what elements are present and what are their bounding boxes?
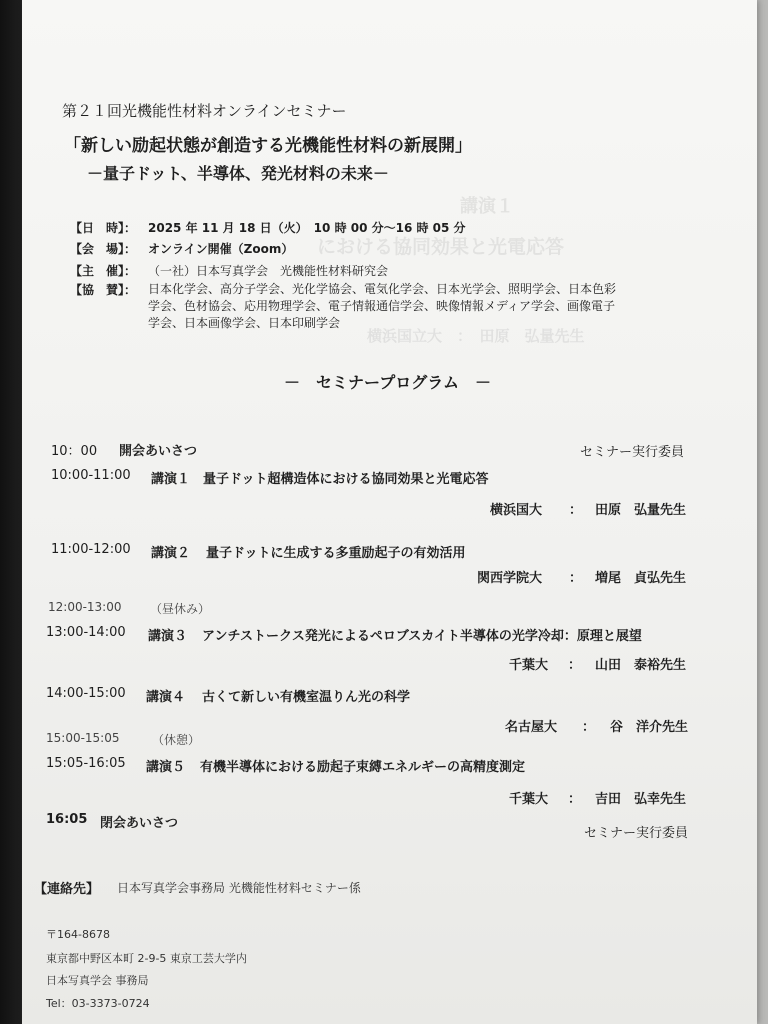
talk3-speaker: 山田 泰裕先生	[595, 658, 687, 673]
lunch-label: （昼休み）	[150, 602, 211, 616]
info-support-list	[148, 281, 708, 332]
opening-speaker: セミナー実行委員	[580, 445, 685, 460]
break-label: （休憩）	[152, 733, 201, 747]
info-date-value: 2025 年 11 月 18 日（火） 10 時 00 分～16 時 05 分	[148, 221, 466, 235]
talk1-time: 10:00-11:00	[51, 468, 131, 483]
talk1-title: 量子ドット超構造体における協同効果と光電応答	[203, 472, 489, 487]
info-host-label: 【主 催】：	[70, 264, 137, 278]
talk2-separator: ：	[569, 571, 583, 586]
info-venue-label: 【会 場】：	[70, 242, 137, 256]
support-line: 日本化学会、高分子学会、光化学協会、電気化学会、日本光学会、照明学会、日本色彩	[148, 282, 617, 296]
talk4-speaker: 谷 洋介先生	[610, 720, 689, 735]
talk4-label: 講演４	[146, 690, 186, 705]
lunch-time: 12:00-13:00	[48, 600, 122, 614]
info-host-row	[70, 262, 388, 279]
talk2-label: 講演２	[151, 546, 191, 561]
talk1-speaker: 田原 弘量先生	[595, 503, 687, 518]
info-venue-row	[70, 240, 293, 257]
seminar-subtitle: －量子ドット、半導体、発光材料の未来－	[87, 164, 389, 183]
paper-sheet	[22, 0, 757, 1024]
contact-tel: Tel：03-3373-0724	[46, 997, 150, 1010]
talk2-title: 量子ドットに生成する多重励起子の有効活用	[206, 546, 466, 561]
talk3-label: 講演３	[148, 629, 188, 644]
talk4-affiliation: 名古屋大	[505, 720, 558, 735]
opening-title: 開会あいさつ	[119, 444, 198, 459]
talk2-time: 11:00-12:00	[51, 542, 131, 557]
talk4-title: 古くて新しい有機室温りん光の科学	[202, 690, 411, 705]
talk2-affiliation: 関西学院大	[477, 571, 543, 586]
opening-time: 10：00	[51, 444, 98, 459]
talk1-affiliation: 横浜国大	[490, 503, 543, 518]
contact-address: 東京都中野区本町 2-9-5 東京工芸大学内	[46, 952, 247, 965]
show-through-text-3: 横浜国立大 ： 田原 弘量先生	[367, 327, 585, 345]
contact-label: 【連絡先】	[34, 882, 100, 897]
talk5-title: 有機半導体における励起子束縛エネルギーの高精度測定	[200, 760, 526, 775]
support-line: 学会、色材協会、応用物理学会、電子情報通信学会、映像情報メディア学会、画像電子	[148, 299, 616, 313]
contact-postal: 〒164-8678	[46, 928, 110, 941]
talk3-time: 13:00-14:00	[46, 625, 126, 640]
info-date-label: 【日 時】：	[70, 221, 137, 235]
closing-speaker: セミナー実行委員	[584, 826, 689, 841]
talk5-speaker: 吉田 弘幸先生	[595, 792, 687, 807]
talk1-label: 講演１	[151, 472, 191, 487]
talk5-label: 講演５	[146, 760, 186, 775]
closing-time: 16:05	[46, 812, 88, 827]
info-host-value: （一社）日本写真学会 光機能性材料研究会	[148, 264, 389, 278]
info-venue-value: オンライン開催（Zoom）	[148, 242, 294, 256]
talk5-time: 15:05-16:05	[46, 756, 126, 771]
contact-value: 日本写真学会事務局 光機能性材料セミナー係	[117, 881, 361, 895]
show-through-text-2: における協同効果と光電応答	[317, 236, 565, 258]
seminar-main-title: 「新しい励起状態が創造する光機能性材料の新展開」	[64, 136, 472, 156]
break-time: 15:00-15:05	[46, 731, 120, 745]
talk1-separator: ：	[569, 503, 583, 518]
talk3-title: アンチストークス発光によるペロブスカイト半導体の光学冷却：原理と展望	[202, 629, 642, 644]
seminar-series-title: 第２１回光機能性材料オンラインセミナー	[62, 102, 347, 120]
talk5-affiliation: 千葉大	[509, 792, 549, 807]
closing-title: 閉会あいさつ	[100, 816, 179, 831]
info-date-row	[70, 219, 466, 236]
talk3-affiliation: 千葉大	[509, 658, 549, 673]
show-through-text-1: 講演１	[460, 196, 514, 217]
talk4-separator: ：	[582, 720, 596, 735]
contact-org: 日本写真学会 事務局	[46, 974, 149, 987]
program-heading: － セミナープログラム －	[284, 373, 492, 392]
info-support-label: 【協 賛】：	[70, 283, 137, 297]
talk4-time: 14:00-15:00	[46, 686, 126, 701]
talk3-separator: ：	[568, 658, 582, 673]
talk2-speaker: 増尾 貞弘先生	[595, 571, 687, 586]
support-line: 学会、日本画像学会、日本印刷学会	[148, 316, 341, 330]
talk5-separator: ：	[568, 792, 582, 807]
